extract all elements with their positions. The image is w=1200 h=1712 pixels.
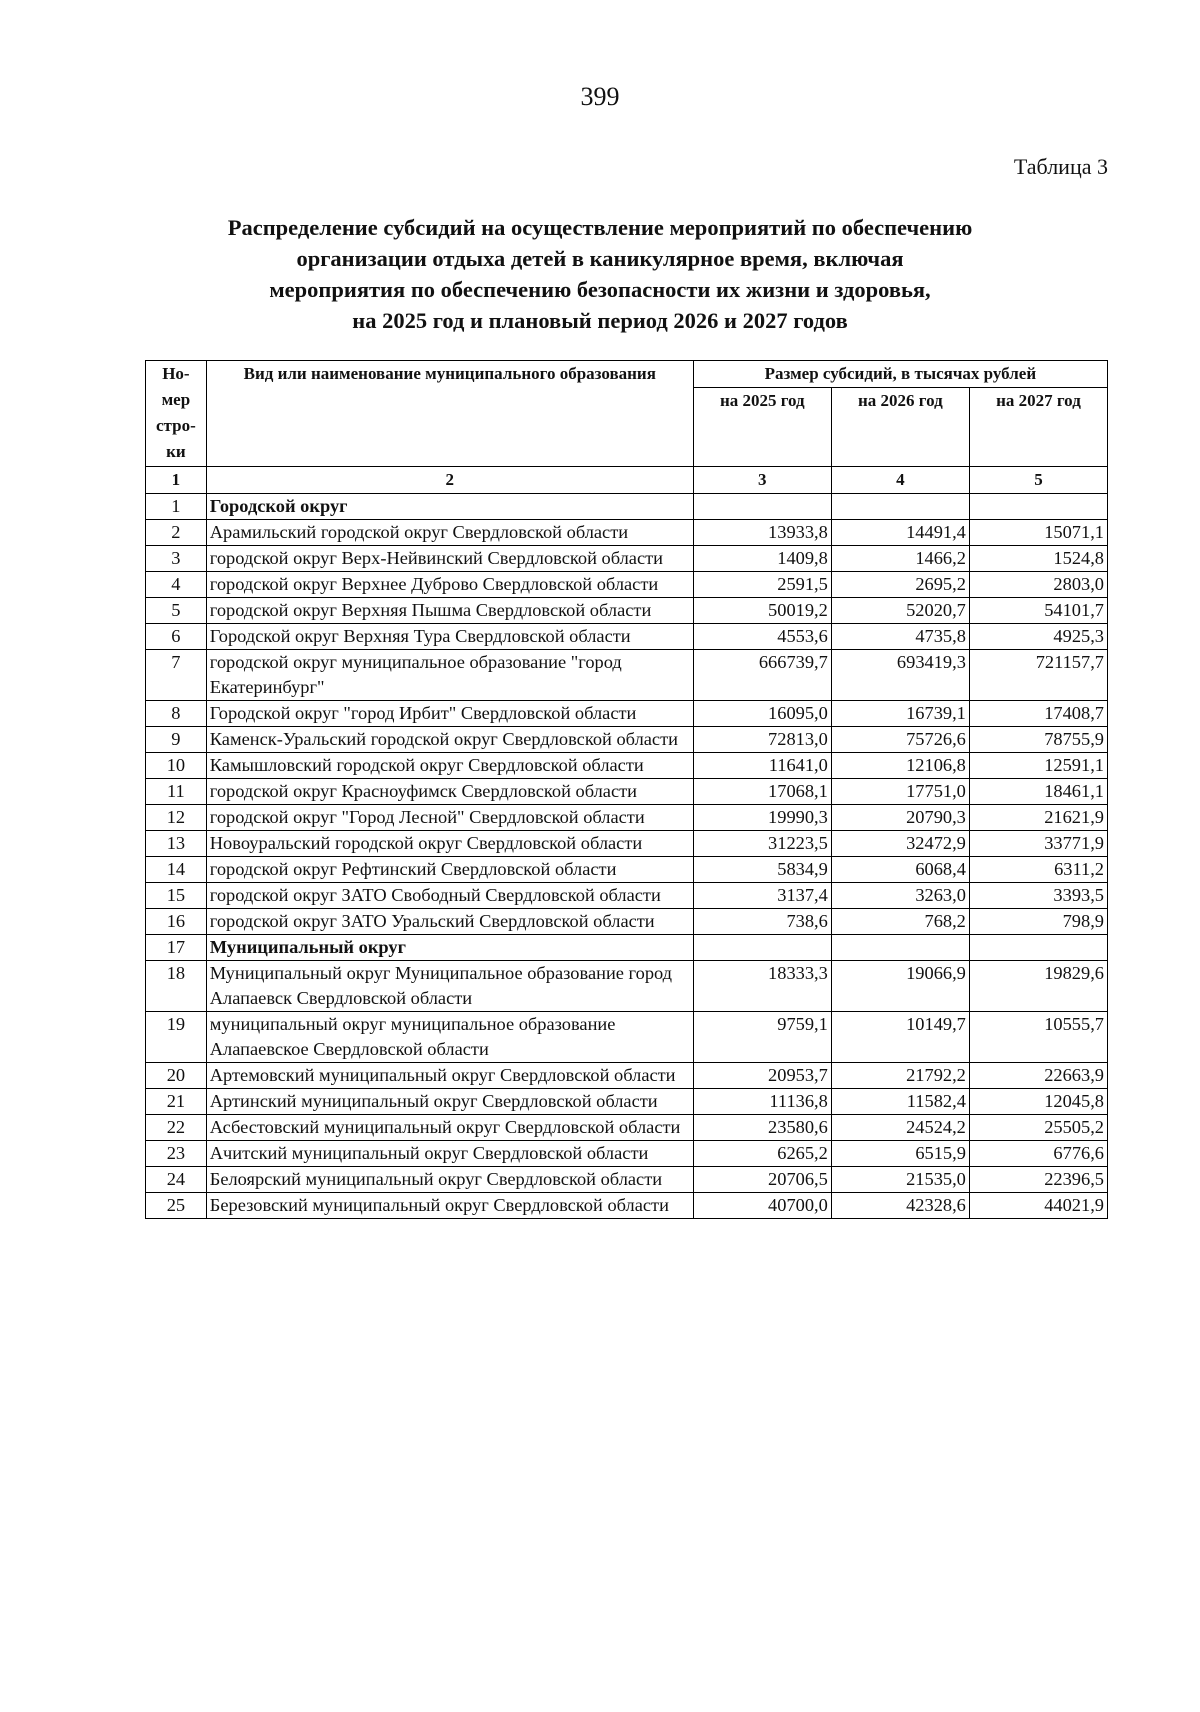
value-2027-cell: 4925,3 [969, 624, 1107, 650]
value-2027-cell [969, 935, 1107, 961]
table-label: Таблица 3 [1013, 154, 1108, 179]
value-2025-cell: 738,6 [693, 909, 831, 935]
value-2025-cell [693, 494, 831, 520]
table-row [146, 650, 1108, 701]
page-number: 399 [580, 82, 620, 111]
row-number-cell: 11 [146, 779, 207, 805]
value-2025-cell: 11136,8 [693, 1089, 831, 1115]
municipality-name-cell: Городской округ [206, 494, 693, 520]
municipality-name-cell: Белоярский муниципальный округ Свердловской области [206, 1167, 693, 1193]
row-number-cell: 19 [146, 1012, 207, 1063]
value-2026-cell: 11582,4 [831, 1089, 969, 1115]
column-number: 2 [206, 467, 693, 494]
title-line: мероприятия по обеспечению безопасности их жизни и здоровья, [269, 277, 931, 302]
row-number-cell: 16 [146, 909, 207, 935]
column-number: 4 [831, 467, 969, 494]
table-row [146, 1193, 1108, 1219]
value-2025-cell: 9759,1 [693, 1012, 831, 1063]
value-2025-cell: 3137,4 [693, 883, 831, 909]
municipality-name-cell: городской округ Рефтинский Свердловской области [206, 857, 693, 883]
header-year-2026: на 2026 год [831, 388, 969, 467]
title-line: на 2025 год и плановый период 2026 и 2027 годов [352, 308, 848, 333]
value-2027-cell: 22663,9 [969, 1063, 1107, 1089]
row-number-cell: 18 [146, 961, 207, 1012]
column-number: 5 [969, 467, 1107, 494]
row-number-cell: 22 [146, 1115, 207, 1141]
table-row [146, 701, 1108, 727]
value-2026-cell: 52020,7 [831, 598, 969, 624]
row-number-cell: 12 [146, 805, 207, 831]
table-row [146, 1141, 1108, 1167]
value-2025-cell: 20953,7 [693, 1063, 831, 1089]
header-municipality-name: Вид или наименование муниципального образования [206, 361, 693, 467]
value-2027-cell: 10555,7 [969, 1012, 1107, 1063]
value-2027-cell: 19829,6 [969, 961, 1107, 1012]
value-2027-cell: 17408,7 [969, 701, 1107, 727]
municipality-name-cell: Каменск-Уральский городской округ Свердловской области [206, 727, 693, 753]
municipality-name-cell: Ачитский муниципальный округ Свердловской области [206, 1141, 693, 1167]
value-2025-cell: 5834,9 [693, 857, 831, 883]
table-row [146, 1167, 1108, 1193]
value-2026-cell: 4735,8 [831, 624, 969, 650]
municipality-name-cell: Артемовский муниципальный округ Свердловской области [206, 1063, 693, 1089]
value-2025-cell: 31223,5 [693, 831, 831, 857]
value-2025-cell: 6265,2 [693, 1141, 831, 1167]
table-row [146, 857, 1108, 883]
value-2025-cell: 40700,0 [693, 1193, 831, 1219]
row-number-cell: 24 [146, 1167, 207, 1193]
value-2026-cell: 12106,8 [831, 753, 969, 779]
table-row [146, 831, 1108, 857]
row-number-cell: 5 [146, 598, 207, 624]
municipality-name-cell: Березовский муниципальный округ Свердловской области [206, 1193, 693, 1219]
value-2026-cell: 17751,0 [831, 779, 969, 805]
value-2027-cell: 25505,2 [969, 1115, 1107, 1141]
column-number-row [146, 467, 1108, 494]
value-2026-cell: 21535,0 [831, 1167, 969, 1193]
municipality-name-cell: муниципальный округ муниципальное образование Алапаевское Свердловской области [206, 1012, 693, 1063]
municipality-name-cell: Асбестовский муниципальный округ Свердловской области [206, 1115, 693, 1141]
value-2027-cell: 6776,6 [969, 1141, 1107, 1167]
table-row [146, 1063, 1108, 1089]
value-2026-cell: 75726,6 [831, 727, 969, 753]
row-number-cell: 9 [146, 727, 207, 753]
value-2027-cell: 2803,0 [969, 572, 1107, 598]
table-row [146, 779, 1108, 805]
row-number-cell: 7 [146, 650, 207, 701]
value-2026-cell: 32472,9 [831, 831, 969, 857]
municipality-name-cell: Муниципальный округ Муниципальное образование город Алапаевск Свердловской области [206, 961, 693, 1012]
value-2026-cell [831, 494, 969, 520]
value-2025-cell [693, 935, 831, 961]
table-row [146, 624, 1108, 650]
table-row [146, 572, 1108, 598]
value-2026-cell: 14491,4 [831, 520, 969, 546]
value-2026-cell: 10149,7 [831, 1012, 969, 1063]
table-row [146, 909, 1108, 935]
value-2026-cell: 16739,1 [831, 701, 969, 727]
table-row [146, 1012, 1108, 1063]
header-year-2027: на 2027 год [969, 388, 1107, 467]
municipality-name-cell: Арамильский городской округ Свердловской области [206, 520, 693, 546]
row-number-cell: 21 [146, 1089, 207, 1115]
row-number-cell: 15 [146, 883, 207, 909]
municipality-name-cell: Камышловский городской округ Свердловской области [206, 753, 693, 779]
municipality-name-cell: городской округ ЗАТО Уральский Свердловской области [206, 909, 693, 935]
title-line: Распределение субсидий на осуществление мероприятий по обеспечению [227, 215, 973, 240]
row-number-cell: 6 [146, 624, 207, 650]
value-2026-cell: 768,2 [831, 909, 969, 935]
value-2025-cell: 4553,6 [693, 624, 831, 650]
table-row [146, 1089, 1108, 1115]
table-row [146, 753, 1108, 779]
municipality-name-cell: городской округ ЗАТО Свободный Свердловской области [206, 883, 693, 909]
table-row [146, 961, 1108, 1012]
municipality-name-cell: городской округ Верхнее Дуброво Свердловской области [206, 572, 693, 598]
row-number-cell: 20 [146, 1063, 207, 1089]
municipality-name-cell: Городской округ "город Ирбит" Свердловской области [206, 701, 693, 727]
value-2025-cell: 23580,6 [693, 1115, 831, 1141]
municipality-name-cell: Новоуральский городской округ Свердловской области [206, 831, 693, 857]
table-row [146, 1115, 1108, 1141]
municipality-name-cell: городской округ муниципальное образование "город Екатеринбург" [206, 650, 693, 701]
value-2026-cell: 42328,6 [831, 1193, 969, 1219]
value-2027-cell: 21621,9 [969, 805, 1107, 831]
municipality-name-cell: Артинский муниципальный округ Свердловской области [206, 1089, 693, 1115]
value-2026-cell: 6068,4 [831, 857, 969, 883]
subsidy-table [145, 360, 1108, 1219]
municipality-name-cell: городской округ Красноуфимск Свердловской области [206, 779, 693, 805]
municipality-name-cell: Городской округ Верхняя Тура Свердловской области [206, 624, 693, 650]
header-subsidy-size: Размер субсидий, в тысячах рублей [693, 361, 1107, 388]
row-number-cell: 14 [146, 857, 207, 883]
municipality-name-cell: городской округ Верхняя Пышма Свердловской области [206, 598, 693, 624]
value-2027-cell: 1524,8 [969, 546, 1107, 572]
value-2025-cell: 13933,8 [693, 520, 831, 546]
value-2027-cell: 798,9 [969, 909, 1107, 935]
row-number-cell: 13 [146, 831, 207, 857]
value-2027-cell: 12045,8 [969, 1089, 1107, 1115]
row-number-cell: 25 [146, 1193, 207, 1219]
row-number-cell: 10 [146, 753, 207, 779]
document-title [180, 212, 1020, 336]
row-number-cell: 3 [146, 546, 207, 572]
value-2027-cell: 15071,1 [969, 520, 1107, 546]
table-row [146, 598, 1108, 624]
value-2026-cell: 21792,2 [831, 1063, 969, 1089]
value-2026-cell: 3263,0 [831, 883, 969, 909]
row-number-cell: 8 [146, 701, 207, 727]
value-2025-cell: 19990,3 [693, 805, 831, 831]
value-2027-cell: 3393,5 [969, 883, 1107, 909]
value-2027-cell: 721157,7 [969, 650, 1107, 701]
value-2026-cell: 2695,2 [831, 572, 969, 598]
value-2026-cell: 20790,3 [831, 805, 969, 831]
value-2026-cell: 19066,9 [831, 961, 969, 1012]
row-number-cell: 2 [146, 520, 207, 546]
table-row [146, 805, 1108, 831]
value-2027-cell [969, 494, 1107, 520]
column-number: 3 [693, 467, 831, 494]
value-2027-cell: 54101,7 [969, 598, 1107, 624]
section-row [146, 494, 1108, 520]
municipality-name-cell: городской округ Верх-Нейвинский Свердловской области [206, 546, 693, 572]
value-2025-cell: 72813,0 [693, 727, 831, 753]
value-2025-cell: 50019,2 [693, 598, 831, 624]
column-number: 1 [146, 467, 207, 494]
value-2026-cell [831, 935, 969, 961]
title-line: организации отдыха детей в каникулярное время, включая [296, 246, 904, 271]
table-body [146, 467, 1108, 1219]
value-2026-cell: 24524,2 [831, 1115, 969, 1141]
value-2025-cell: 11641,0 [693, 753, 831, 779]
table-row [146, 883, 1108, 909]
value-2027-cell: 33771,9 [969, 831, 1107, 857]
value-2025-cell: 18333,3 [693, 961, 831, 1012]
value-2025-cell: 20706,5 [693, 1167, 831, 1193]
value-2025-cell: 16095,0 [693, 701, 831, 727]
row-number-cell: 4 [146, 572, 207, 598]
value-2027-cell: 6311,2 [969, 857, 1107, 883]
row-number-cell: 23 [146, 1141, 207, 1167]
value-2027-cell: 78755,9 [969, 727, 1107, 753]
table-row [146, 546, 1108, 572]
value-2025-cell: 17068,1 [693, 779, 831, 805]
value-2025-cell: 1409,8 [693, 546, 831, 572]
row-number-cell: 1 [146, 494, 207, 520]
value-2027-cell: 12591,1 [969, 753, 1107, 779]
value-2026-cell: 1466,2 [831, 546, 969, 572]
section-row [146, 935, 1108, 961]
value-2026-cell: 6515,9 [831, 1141, 969, 1167]
value-2026-cell: 693419,3 [831, 650, 969, 701]
table-row [146, 520, 1108, 546]
value-2025-cell: 666739,7 [693, 650, 831, 701]
value-2027-cell: 18461,1 [969, 779, 1107, 805]
value-2027-cell: 44021,9 [969, 1193, 1107, 1219]
value-2027-cell: 22396,5 [969, 1167, 1107, 1193]
table-row [146, 727, 1108, 753]
municipality-name-cell: городской округ "Город Лесной" Свердловской области [206, 805, 693, 831]
header-row-number: Но-мер стро-ки [146, 361, 207, 467]
value-2025-cell: 2591,5 [693, 572, 831, 598]
municipality-name-cell: Муниципальный округ [206, 935, 693, 961]
header-year-2025: на 2025 год [693, 388, 831, 467]
row-number-cell: 17 [146, 935, 207, 961]
